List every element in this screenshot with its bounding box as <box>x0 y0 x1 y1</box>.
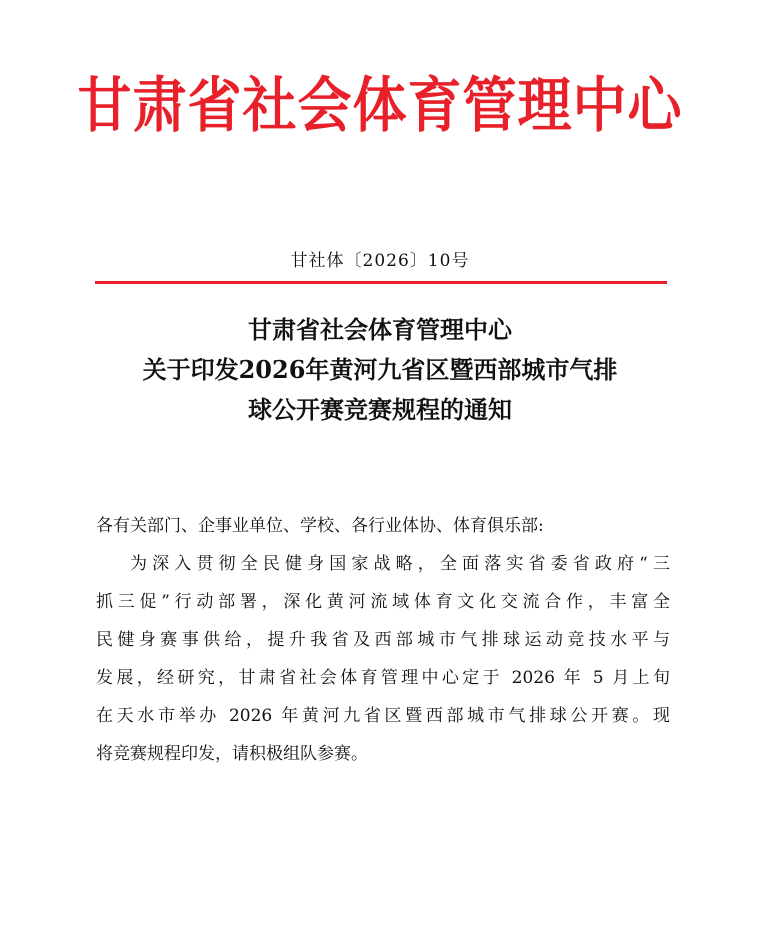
red-divider-line <box>95 281 667 284</box>
paragraph-line: 为深入贯彻全民健身国家战略，全面落实省委省政府“三 <box>130 554 670 574</box>
notice-body <box>96 507 670 773</box>
document-number: 甘社体〔2026〕10号 <box>290 251 470 271</box>
paragraph-line: 民健身赛事供给，提升我省及西部城市气排球运动竞技水平与 <box>96 630 670 650</box>
letterhead-title: 甘肃省社会体育管理中心 <box>77 70 683 141</box>
notice-title <box>90 310 670 430</box>
salutation: 各有关部门、企事业单位、学校、各行业体协、体育俱乐部: <box>96 516 544 536</box>
title-line: 球公开赛竞赛规程的通知 <box>248 395 512 424</box>
title-line: 关于印发2026年黄河九省区暨西部城市气排 <box>142 355 618 384</box>
paragraph-line: 将竞赛规程印发，请积极组队参赛。 <box>96 744 368 764</box>
paragraph-line: 在天水市举办 2026 年黄河九省区暨西部城市气排球公开赛。现 <box>96 706 670 726</box>
paragraph-line: 抓三促”行动部署，深化黄河流域体育文化交流合作，丰富全 <box>96 592 670 612</box>
paragraph-line: 发展，经研究，甘肃省社会体育管理中心定于 2026 年 5 月上旬 <box>96 668 670 688</box>
title-line: 甘肃省社会体育管理中心 <box>248 315 512 344</box>
